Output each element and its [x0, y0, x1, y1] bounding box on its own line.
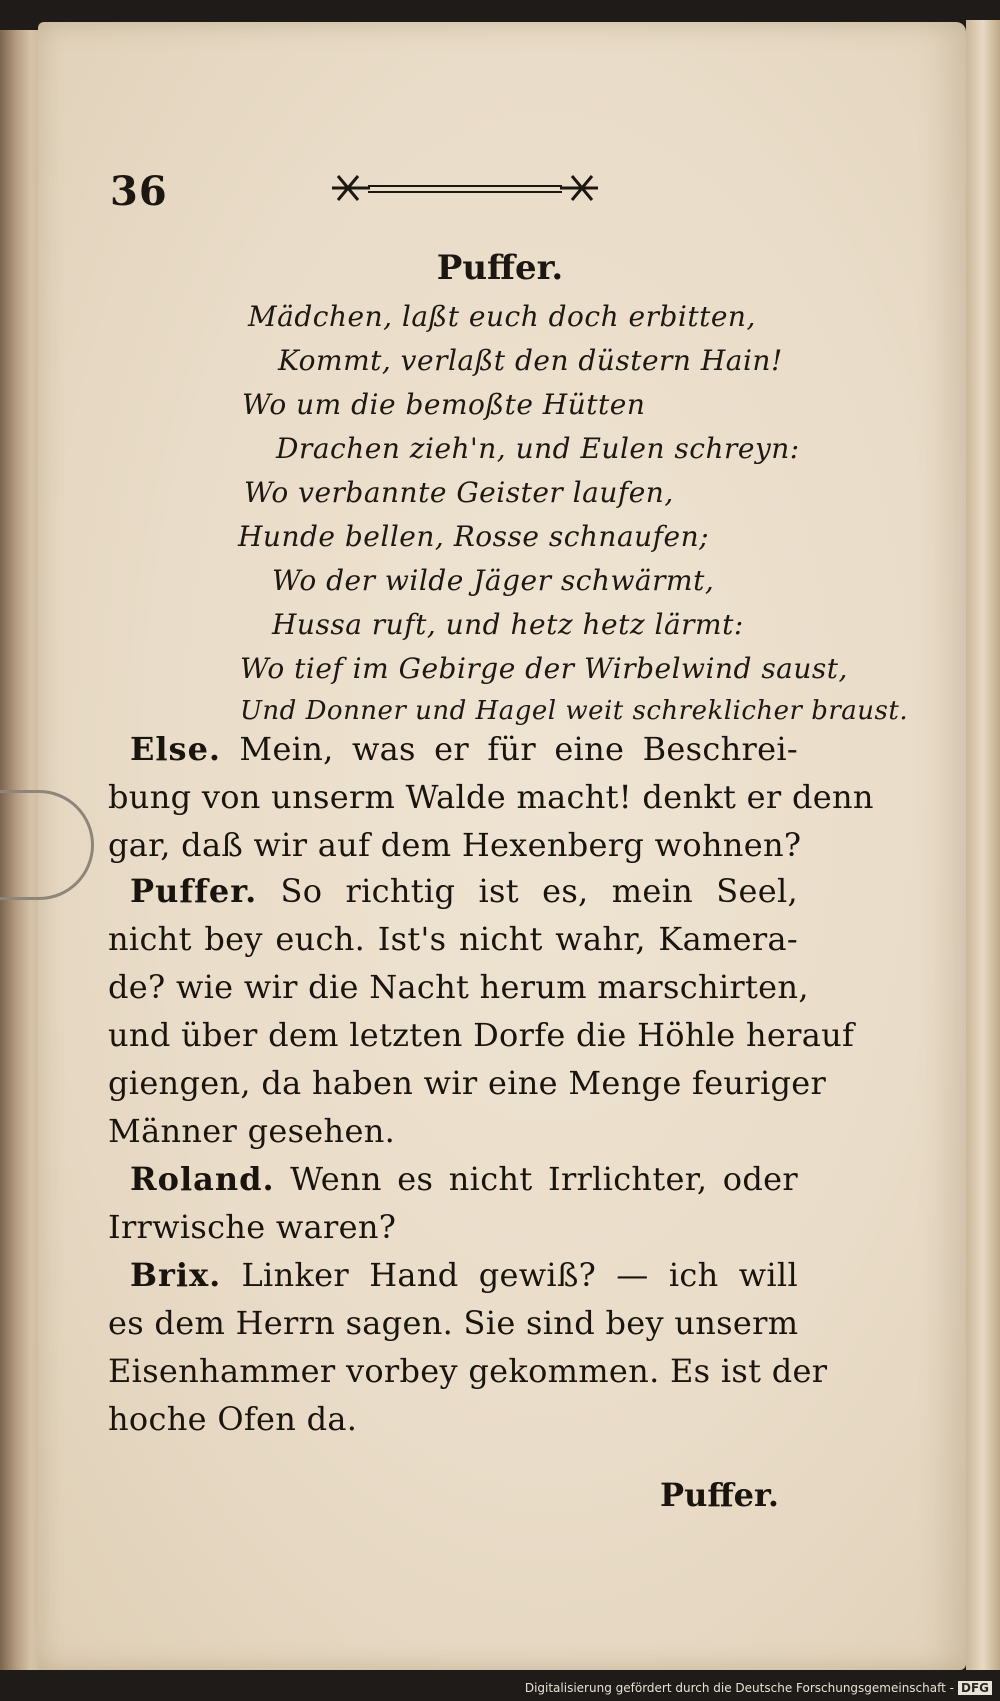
- speaker-name: Brix.: [130, 1256, 222, 1294]
- speaker-name: Else.: [130, 730, 222, 768]
- footer-text: Digitalisierung gefördert durch die Deutsche Forschungsgemeinschaft -: [524, 1681, 954, 1695]
- dialogue-line: Irrwische waren?: [108, 1208, 397, 1246]
- page-number: 36: [110, 168, 168, 215]
- catchword: Puffer.: [660, 1476, 780, 1514]
- dialogue-line: hoche Ofen da.: [108, 1400, 358, 1438]
- dialogue-line: nicht bey euch. Ist's nicht wahr, Kamera-: [108, 920, 798, 958]
- ornamental-rule: [330, 170, 600, 210]
- digitization-footer: [525, 1681, 992, 1695]
- verse-line: Wo tief im Gebirge der Wirbelwind saust,: [240, 652, 848, 685]
- verse-line: Mädchen, laßt euch doch erbitten,: [248, 300, 756, 333]
- dialogue-line: [130, 1256, 798, 1294]
- verse-line: Wo um die bemoßte Hütten: [242, 388, 646, 421]
- speaker-heading: Puffer.: [436, 248, 564, 288]
- verse-line: Wo der wilde Jäger schwärmt,: [272, 564, 715, 597]
- dialogue-text: So richtig ist es, mein Seel,: [280, 872, 798, 910]
- dialogue-line: [130, 730, 798, 768]
- dialogue-text: Wenn es nicht Irrlichter, oder: [290, 1160, 798, 1198]
- verse-line: Hussa ruft, und hetz hetz lärmt:: [272, 608, 744, 641]
- dfg-logo: DFG: [958, 1681, 992, 1695]
- dialogue-line: [130, 1160, 798, 1198]
- verse-line: Wo verbannte Geister laufen,: [244, 476, 674, 509]
- verse-line: Und Donner und Hagel weit schreklicher braust.: [240, 696, 909, 726]
- dialogue-line: bung von unserm Walde macht! denkt er denn: [108, 778, 874, 816]
- dialogue-text: Linker Hand gewiß? — ich will: [241, 1256, 798, 1294]
- dialogue-line: Eisenhammer vorbey gekommen. Es ist der: [108, 1352, 828, 1390]
- dialogue-text: Mein, was er für eine Beschrei-: [239, 730, 798, 768]
- dialogue-line: Männer gesehen.: [108, 1112, 396, 1150]
- dialogue-line: und über dem letzten Dorfe die Höhle herauf: [108, 1016, 855, 1054]
- dialogue-line: de? wie wir die Nacht herum marschirten,: [108, 968, 809, 1006]
- dialogue-line: gar, daß wir auf dem Hexenberg wohnen?: [108, 826, 802, 864]
- verse-line: Kommt, verlaßt den düstern Hain!: [278, 344, 783, 377]
- verse-line: Hunde bellen, Rosse schnaufen;: [238, 520, 710, 553]
- speaker-name: Roland.: [130, 1160, 275, 1198]
- speaker-name: Puffer.: [130, 872, 258, 910]
- dialogue-line: [130, 872, 798, 910]
- verse-line: Drachen zieh'n, und Eulen schreyn:: [276, 432, 800, 465]
- dialogue-line: es dem Herrn sagen. Sie sind bey unserm: [108, 1304, 799, 1342]
- dialogue-line: giengen, da haben wir eine Menge feuriger: [108, 1064, 827, 1102]
